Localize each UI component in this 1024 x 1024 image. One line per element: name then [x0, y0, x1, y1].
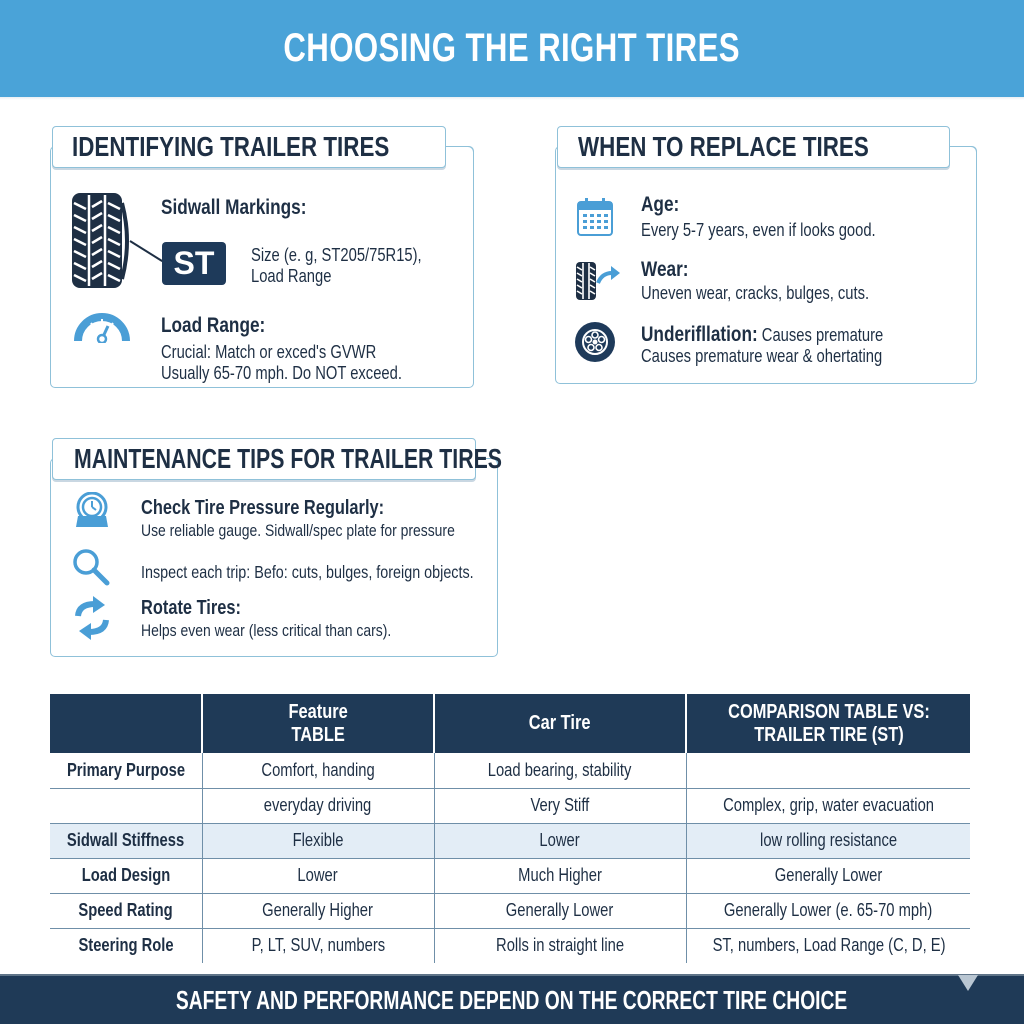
table-header-row — [50, 694, 970, 753]
page-title: CHOOSING THE RIGHT TIRES — [283, 26, 741, 70]
sidewall-text-1: Size (e. g, ST205/75R15), — [251, 245, 422, 265]
wear-heading: Wear: — [641, 258, 689, 281]
footer-notch-decoration — [958, 975, 978, 991]
header-cell-trailer-tire: COMPARISON TABLE VS: TRAILER TIRE (ST) — [686, 694, 970, 753]
table-cell: Comfort, handing — [202, 753, 434, 788]
table-cell: P, LT, SUV, numbers — [202, 928, 434, 963]
row-label — [50, 788, 202, 823]
table-cell: Generally Higher — [202, 893, 434, 928]
card-connector — [948, 146, 977, 166]
footer-banner — [0, 974, 1024, 1024]
page-header — [0, 0, 1024, 97]
table-cell: ST, numbers, Load Range (C, D, E) — [686, 928, 970, 963]
table-cell: Flexible — [202, 823, 434, 858]
load-range-text-1: Crucial: Match or exced's GVWR — [161, 342, 377, 362]
tire-wear-icon — [576, 261, 622, 301]
row-label: Steering Role — [50, 928, 202, 963]
underinflation-text: Causes premature wear & ohertating — [641, 346, 883, 366]
card-connector — [444, 146, 474, 166]
table-cell: Rolls in straight line — [434, 928, 686, 963]
tire-tread-icon — [72, 193, 134, 289]
table-cell: Generally Lower — [434, 893, 686, 928]
table-cell: Lower — [202, 858, 434, 893]
rotate-text: Helps even wear (less critical than cars). — [141, 621, 392, 640]
table-row — [50, 788, 970, 823]
inspect-text: Inspect each trip: Befo: cuts, bulges, foreign objects. — [141, 562, 474, 582]
magnifier-icon — [71, 548, 113, 586]
load-range-heading: Load Range: — [161, 314, 266, 337]
age-heading: Age: — [641, 193, 680, 216]
replace-title: WHEN TO REPLACE TIRES — [578, 131, 869, 162]
age-text: Every 5-7 years, even if looks good. — [641, 220, 876, 240]
speedometer-icon — [74, 313, 130, 343]
table-cell — [686, 753, 970, 788]
wheel-icon — [575, 322, 615, 362]
header-cell-car-tire: Car Tire — [434, 694, 686, 753]
table-cell: Load bearing, stability — [434, 753, 686, 788]
pressure-gauge-icon — [75, 492, 109, 528]
row-label: Sidwall Stiffness — [50, 823, 202, 858]
comparison-table — [50, 694, 970, 963]
load-range-text-2: Usually 65-70 mph. Do NOT exceed. — [161, 363, 402, 383]
rotate-icon — [73, 596, 111, 640]
row-label: Primary Purpose — [66, 759, 185, 780]
table-cell: Generally Lower (e. 65-70 mph) — [686, 893, 970, 928]
table-cell: low rolling resistance — [686, 823, 970, 858]
sidewall-text-2: Load Range — [251, 266, 332, 286]
table-row — [50, 823, 970, 858]
header-cell-feature: Feature TABLE — [202, 694, 434, 753]
header-cell-empty — [50, 694, 202, 753]
row-label: Speed Rating — [50, 893, 202, 928]
table-cell: Much Higher — [434, 858, 686, 893]
sidewall-heading: Sidwall Markings: — [161, 196, 307, 219]
table-row — [50, 858, 970, 893]
underinflation-heading-text: Underifllation: — [641, 323, 758, 346]
table-cell: Lower — [434, 823, 686, 858]
wear-text: Uneven wear, cracks, bulges, cuts. — [641, 283, 870, 303]
table-row — [50, 893, 970, 928]
table-row — [50, 753, 970, 788]
table-row — [50, 928, 970, 963]
table-cell: everyday driving — [202, 788, 434, 823]
table-cell: Complex, grip, water evacuation — [686, 788, 970, 823]
underinflation-inline-text: Causes premature — [757, 325, 884, 345]
rotate-heading: Rotate Tires: — [141, 597, 241, 619]
row-label: Load Design — [50, 858, 202, 893]
header-divider — [0, 97, 1024, 100]
footer-text: SAFETY AND PERFORMANCE DEPEND ON THE CORRECT TIRE CHOICE — [176, 984, 848, 1015]
table-cell: Very Stiff — [434, 788, 686, 823]
identifying-title: IDENTIFYING TRAILER TIRES — [72, 131, 390, 162]
calendar-icon — [577, 198, 613, 236]
maintenance-title: MAINTENANCE TIPS FOR TRAILER TIRES — [74, 443, 502, 474]
table-cell: Generally Lower — [686, 858, 970, 893]
pressure-text: Use reliable gauge. Sidwall/spec plate for pressure — [141, 521, 455, 540]
pressure-heading: Check Tire Pressure Regularly: — [141, 497, 385, 519]
st-badge: ST — [162, 242, 226, 285]
underinflation-heading — [641, 323, 883, 347]
